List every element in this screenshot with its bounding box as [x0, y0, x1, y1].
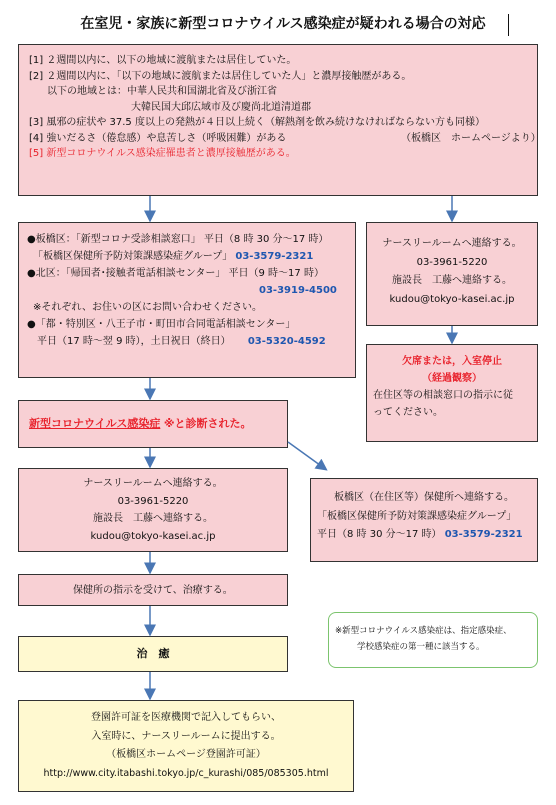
kita-consult-label: ●北区：「帰国者･接触者電話相談センター」 平日（9 時〜17 時） — [27, 268, 324, 279]
absence-subtitle: （経過観察） — [422, 373, 482, 384]
diagnosed-suffix: ※と診断された。 — [163, 417, 252, 430]
reentry-url: http://www.city.itabashi.tokyo.jp/c_kurashi/085/085305.html — [43, 767, 329, 779]
treatment-instruction: 保健所の指示を受けて、治療する。 — [73, 585, 233, 596]
diagnosed-main: 新型コロナウイルス感染症 — [29, 417, 161, 430]
condition-4: [4] 強いだるさ（倦怠感）や息苦しさ（呼吸困難）がある — [29, 132, 287, 144]
itabashi-consult-label: ●板橋区：「新型コロナ受診相談窓口」 平日（8 時 30 分〜17 時） — [27, 234, 329, 245]
metro-hours: 平日（17 時〜翌 9 時），土日祝日（終日） — [37, 336, 231, 347]
nursery-top-tel: 03-3961-5220 — [416, 256, 488, 268]
recovery-label: 治 癒 — [136, 647, 170, 660]
metro-consult-label: ●「都・特別区・八王子市・町田市合同電話相談センター」 — [27, 319, 296, 330]
nursery-top-email: kudou@tokyo-kasei.ac.jp — [389, 293, 515, 305]
absence-body-1: 在住区等の相談窓口の指示に従 — [373, 390, 513, 401]
nursery-top-line1: ナースリールームへ連絡する。 — [382, 238, 522, 249]
arrow-diagnosed-to-health-center — [288, 442, 324, 468]
health-center-hours: 平日（8 時 30 分〜17 時） — [317, 529, 442, 540]
nursery-top-line3: 施設長 工藤へ連絡する。 — [392, 275, 512, 286]
note-line1: ※新型コロナウイルス感染症は、指定感染症、 — [335, 626, 512, 636]
condition-4-source: （板橋区 ホームページより） — [401, 132, 541, 144]
health-center-line2: 「板橋区保健所予防対策課感染症グループ」 — [317, 510, 517, 522]
metro-tel: 03-5320-4592 — [247, 336, 326, 347]
health-center-line1: 板橋区（在住区等）保健所へ連絡する。 — [334, 492, 514, 503]
condition-2: [2] ２週間以内に、「以下の地域に渡航または居住していた人」と濃厚接触歴がある。 — [29, 70, 412, 82]
reentry-line2: 入室時に、ナースリールームに提出する。 — [91, 730, 281, 742]
note-line2: 学校感染症の第一種に該当する。 — [357, 642, 485, 653]
nursery-mid-line1: ナースリールームへ連絡する。 — [83, 478, 223, 489]
condition-1: [1] ２週間以内に、以下の地域に渡航または居住していた。 — [29, 55, 297, 66]
consult-note: ※それぞれ、お住いの区にお問い合わせください。 — [33, 302, 262, 313]
condition-2-areas-cont: 大韓民国大邱広域市及び慶尚北道清道郡 — [131, 101, 311, 113]
itabashi-group: 「板橋区保健所予防対策課感染症グループ」 — [33, 251, 233, 262]
absence-body-2: ってください。 — [373, 407, 443, 418]
reentry-line1: 登園許可証を医療機関で記入してもらい、 — [91, 712, 281, 723]
nursery-mid-email: kudou@tokyo-kasei.ac.jp — [90, 530, 216, 542]
health-center-tel: 03-3579-2321 — [444, 529, 523, 540]
reentry-line3: （板橋区ホームページ登園許可証） — [106, 749, 266, 760]
condition-2-areas: 以下の地域とは：中華人民共和国湖北省及び浙江省 — [47, 86, 277, 97]
page-title: 在室児・家族に新型コロナウイルス感染症が疑われる場合の対応 — [80, 16, 486, 32]
nursery-mid-tel: 03-3961-5220 — [117, 495, 189, 507]
condition-3: [3] 風邪の症状や 37.5 度以上の発熱が４日以上続く（解熱剤を飲み続けなければならない方も同様） — [29, 117, 485, 128]
kita-tel: 03-3919-4500 — [259, 285, 337, 296]
condition-5: [5] 新型コロナウイルス感染症罹患者と濃厚接触歴がある。 — [29, 148, 296, 159]
nursery-mid-line3: 施設長 工藤へ連絡する。 — [93, 513, 213, 524]
absence-title: 欠席または，入室停止 — [402, 356, 502, 367]
itabashi-tel: 03-3579-2321 — [235, 251, 314, 262]
